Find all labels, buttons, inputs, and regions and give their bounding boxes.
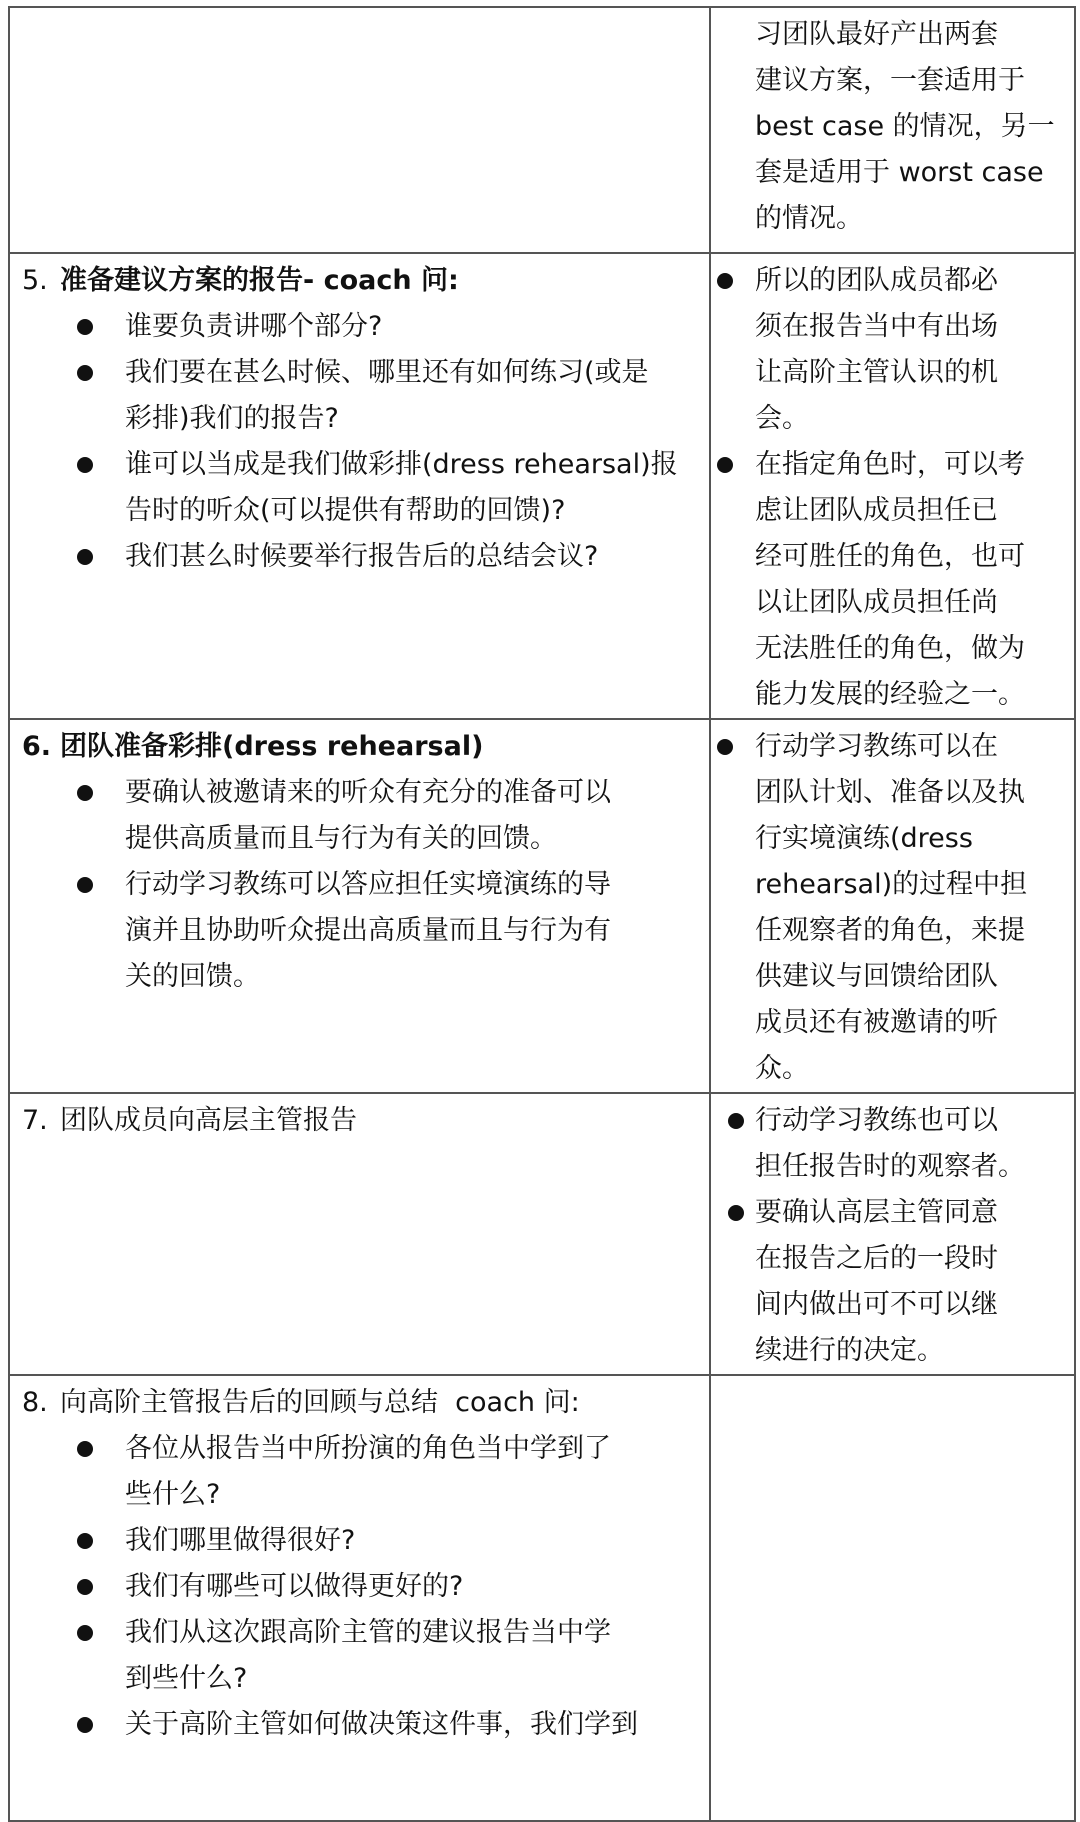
item-line: 关于高阶主管如何做决策这件事，我们学到 — [125, 1709, 638, 1740]
step-number: 8. — [22, 1387, 48, 1418]
left-cell-step-8 — [9, 1375, 710, 1821]
step-title-suffix: coach 问: — [438, 1387, 580, 1418]
left-cell-step-7 — [9, 1093, 710, 1375]
item-line: 要确认高层主管同意 — [755, 1197, 998, 1228]
list-item — [22, 1564, 701, 1610]
step-heading — [22, 1098, 701, 1144]
table-row-step-7 — [9, 1093, 1075, 1375]
item-line: 任观察者的角色，来提 — [755, 915, 1025, 946]
item-line: 经可胜任的角色，也可 — [755, 541, 1025, 572]
item-line: 各位从报告当中所扮演的角色当中学到了 — [125, 1433, 611, 1464]
list-item — [22, 1610, 701, 1702]
item-line: 会。 — [755, 403, 809, 434]
item-line: 彩排)我们的报告? — [125, 403, 339, 434]
item-line: 关的回馈。 — [125, 961, 260, 992]
table-row-continuation — [9, 7, 1075, 253]
step-heading — [22, 258, 701, 304]
right-cell-step-7 — [710, 1093, 1075, 1375]
step-number: 5. — [22, 265, 48, 296]
item-line: 团队计划、准备以及执 — [755, 777, 1025, 808]
list-item — [711, 724, 1066, 1092]
item-line: 告时的听众(可以提供有帮助的回馈)? — [125, 495, 566, 526]
right-cell-step-6 — [710, 719, 1075, 1093]
guideline-list — [22, 770, 701, 1000]
list-item — [22, 350, 701, 442]
item-line: 我们从这次跟高阶主管的建议报告当中学 — [125, 1617, 611, 1648]
item-line: 到些什么? — [125, 1663, 248, 1694]
item-line: 我们要在甚么时候、哪里还有如何练习(或是 — [125, 357, 649, 388]
item-line: 成员还有被邀请的听 — [755, 1007, 998, 1038]
item-line: 虑让团队成员担任已 — [755, 495, 998, 526]
item-line: 要确认被邀请来的听众有充分的准备可以 — [125, 777, 611, 808]
step-title: 团队准备彩排(dress rehearsal) — [60, 731, 484, 762]
right-cell-empty — [710, 1375, 1075, 1821]
list-item — [22, 1518, 701, 1564]
step-title: 准备建议方案的报告- — [60, 265, 315, 296]
item-line: 能力发展的经验之一。 — [755, 679, 1025, 710]
tip-list — [711, 724, 1066, 1092]
left-cell-step-5 — [9, 253, 710, 719]
question-list — [22, 1426, 701, 1748]
item-line: 行实境演练(dress — [755, 823, 973, 854]
item-line: 担任报告时的观察者。 — [755, 1151, 1025, 1182]
tip-line: 习团队最好产出两套 — [755, 19, 998, 50]
item-line: rehearsal)的过程中担 — [755, 869, 1028, 900]
step-heading — [22, 724, 701, 770]
list-item — [22, 862, 701, 1000]
table-row-step-6 — [9, 719, 1075, 1093]
list-item — [22, 770, 701, 862]
left-cell-step-6 — [9, 719, 710, 1093]
item-line: 在指定角色时，可以考 — [755, 449, 1025, 480]
tip-line: best case 的情况，另一 — [755, 111, 1055, 142]
item-line: 提供高质量而且与行为有关的回馈。 — [125, 823, 557, 854]
step-heading — [22, 1380, 701, 1426]
item-line: 众。 — [755, 1053, 809, 1084]
item-line: 所以的团队成员都必 — [755, 265, 998, 296]
list-item — [22, 1426, 701, 1518]
question-list — [22, 304, 701, 580]
document-table — [8, 6, 1076, 1822]
list-item — [22, 304, 701, 350]
left-cell-empty — [9, 7, 710, 253]
item-line: 我们哪里做得很好? — [125, 1525, 356, 1556]
list-item — [711, 442, 1066, 718]
item-line: 间内做出可不可以继 — [755, 1289, 998, 1320]
item-line: 无法胜任的角色，做为 — [755, 633, 1025, 664]
list-item — [711, 1190, 1066, 1374]
list-item — [711, 1098, 1066, 1190]
item-line: 在报告之后的一段时 — [755, 1243, 998, 1274]
list-item — [22, 1702, 701, 1748]
list-item — [22, 442, 701, 534]
item-line: 些什么? — [125, 1479, 221, 1510]
tip-list — [711, 1098, 1066, 1374]
item-line: 演并且协助听众提出高质量而且与行为有 — [125, 915, 611, 946]
item-line: 行动学习教练可以在 — [755, 731, 998, 762]
item-line: 行动学习教练可以答应担任实境演练的导 — [125, 869, 611, 900]
item-line: 我们甚么时候要举行报告后的总结会议? — [125, 541, 599, 572]
item-line: 谁可以当成是我们做彩排(dress rehearsal)报 — [125, 449, 678, 480]
table-row-step-8 — [9, 1375, 1075, 1821]
item-line: 行动学习教练也可以 — [755, 1105, 998, 1136]
tip-line: 的情况。 — [755, 203, 863, 234]
right-cell-step-5 — [710, 253, 1075, 719]
list-item — [22, 534, 701, 580]
step-title: 团队成员向高层主管报告 — [60, 1105, 357, 1136]
list-item — [711, 258, 1066, 442]
item-line: 我们有哪些可以做得更好的? — [125, 1571, 464, 1602]
step-number: 6. — [22, 731, 52, 762]
table-row-step-5 — [9, 253, 1075, 719]
item-line: 供建议与回馈给团队 — [755, 961, 998, 992]
item-line: 以让团队成员担任尚 — [755, 587, 998, 618]
tip-line: 套是适用于 worst case — [755, 157, 1044, 188]
step-title-suffix: coach 问: — [314, 265, 459, 296]
right-cell-tips — [710, 7, 1075, 253]
item-line: 谁要负责讲哪个部分? — [125, 311, 383, 342]
item-line: 让高阶主管认识的机 — [755, 357, 998, 388]
tip-list — [711, 258, 1066, 718]
item-line: 须在报告当中有出场 — [755, 311, 998, 342]
step-title: 向高阶主管报告后的回顾与总结 — [60, 1387, 438, 1418]
item-line: 续进行的决定。 — [755, 1335, 944, 1366]
tip-line: 建议方案，一套适用于 — [755, 65, 1025, 96]
step-number: 7. — [22, 1105, 48, 1136]
